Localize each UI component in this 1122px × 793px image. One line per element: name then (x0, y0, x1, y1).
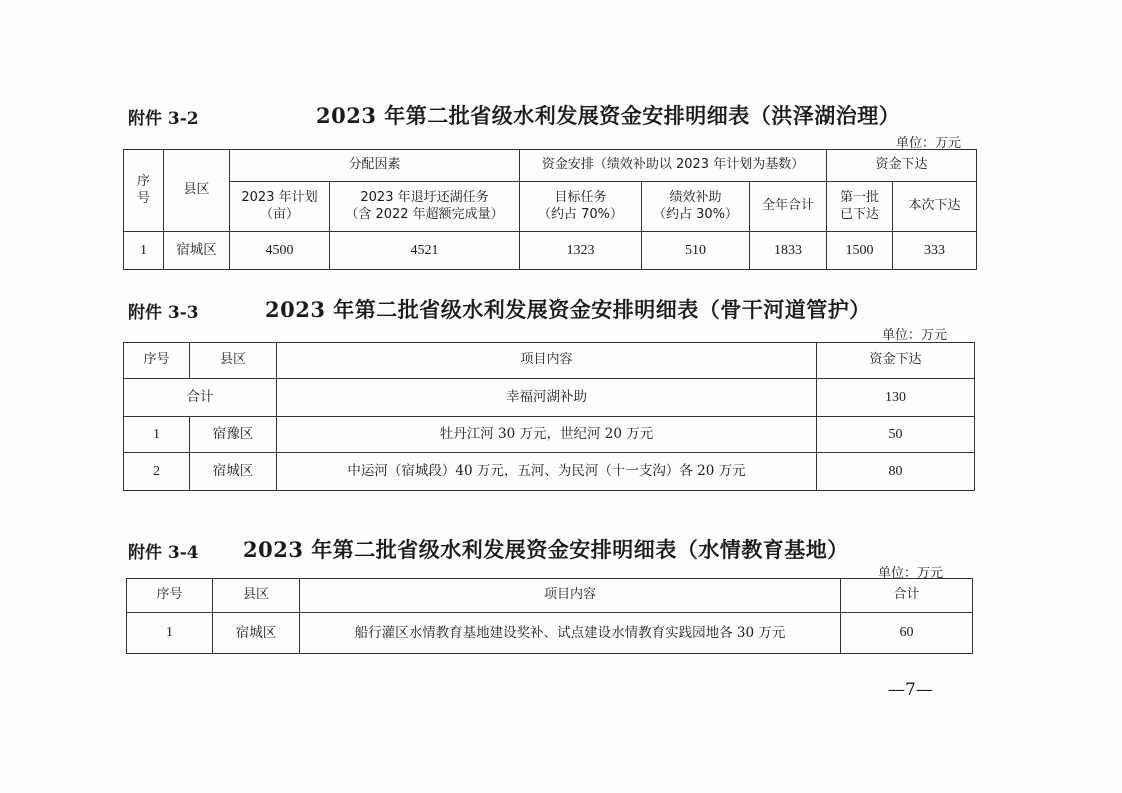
cell-seq: 1 (124, 417, 190, 453)
cell-total-content: 幸福河湖补助 (277, 379, 817, 417)
cell-total: 60 (841, 613, 973, 654)
table-row (127, 613, 973, 654)
header-funds-issued: 资金下达 (827, 150, 977, 182)
header-county: 县区 (190, 343, 277, 379)
header-task-2023: 2023 年退圩还湖任务 （含 2022 年超额完成量） (330, 182, 520, 232)
unit-label-3-2: 单位：万元 (896, 136, 962, 151)
cell-seq: 1 (124, 232, 164, 270)
cell-seq: 1 (127, 613, 213, 654)
table-title-3-2: 2023 年第二批省级水利发展资金安排明细表（洪泽湖治理） (316, 103, 901, 128)
header-current-issue: 本次下达 (893, 182, 977, 232)
unit-label-3-4: 单位：万元 (878, 566, 944, 581)
table-title-3-3: 2023 年第二批省级水利发展资金安排明细表（骨干河道管护） (265, 297, 871, 322)
header-seq: 序号 (127, 579, 213, 613)
cell-performance: 510 (642, 232, 750, 270)
cell-seq: 2 (124, 453, 190, 491)
table-title-3-4: 2023 年第二批省级水利发展资金安排明细表（水情教育基地） (243, 537, 849, 562)
cell-total-label: 合计 (124, 379, 277, 417)
page-number: —7— (888, 680, 933, 700)
table-row (124, 417, 975, 453)
cell-total-funds: 130 (817, 379, 975, 417)
header-plan-2023: 2023 年计划 （亩） (230, 182, 330, 232)
attachment-label-3-4: 附件 3-4 (128, 543, 199, 563)
table-row (124, 232, 977, 270)
attachment-label-3-3: 附件 3-3 (128, 303, 199, 323)
header-performance-subsidy: 绩效补助 （约占 30%） (642, 182, 750, 232)
cell-current: 333 (893, 232, 977, 270)
header-seq: 序号 (124, 343, 190, 379)
header-funds-issued: 资金下达 (817, 343, 975, 379)
cell-county: 宿城区 (213, 613, 300, 654)
cell-county: 宿豫区 (190, 417, 277, 453)
unit-label-3-3: 单位：万元 (882, 328, 948, 343)
header-county: 县区 (164, 150, 230, 232)
table-row (124, 453, 975, 491)
header-funds-arrangement: 资金安排（绩效补助以 2023 年计划为基数） (520, 150, 827, 182)
header-first-batch: 第一批 已下达 (827, 182, 893, 232)
cell-funds: 50 (817, 417, 975, 453)
header-county: 县区 (213, 579, 300, 613)
cell-county: 宿城区 (164, 232, 230, 270)
header-seq: 序 号 (124, 150, 164, 232)
header-project-content: 项目内容 (300, 579, 841, 613)
cell-content: 船行灌区水情教育基地建设奖补、试点建设水情教育实践园地各 30 万元 (300, 613, 841, 654)
total-row (124, 379, 975, 417)
cell-annual: 1833 (750, 232, 827, 270)
cell-target: 1323 (520, 232, 642, 270)
header-total: 合计 (841, 579, 973, 613)
header-alloc-factors: 分配因素 (230, 150, 520, 182)
table-3-4 (126, 578, 973, 654)
cell-content: 中运河（宿城段）40 万元，五河、为民河（十一支沟）各 20 万元 (277, 453, 817, 491)
cell-content: 牡丹江河 30 万元，世纪河 20 万元 (277, 417, 817, 453)
table-3-3 (123, 342, 975, 491)
cell-plan: 4500 (230, 232, 330, 270)
header-annual-total: 全年合计 (750, 182, 827, 232)
cell-task: 4521 (330, 232, 520, 270)
attachment-label-3-2: 附件 3-2 (128, 109, 199, 129)
cell-funds: 80 (817, 453, 975, 491)
table-3-2 (123, 149, 977, 270)
cell-first-batch: 1500 (827, 232, 893, 270)
header-project-content: 项目内容 (277, 343, 817, 379)
header-target-task: 目标任务 （约占 70%） (520, 182, 642, 232)
cell-county: 宿城区 (190, 453, 277, 491)
